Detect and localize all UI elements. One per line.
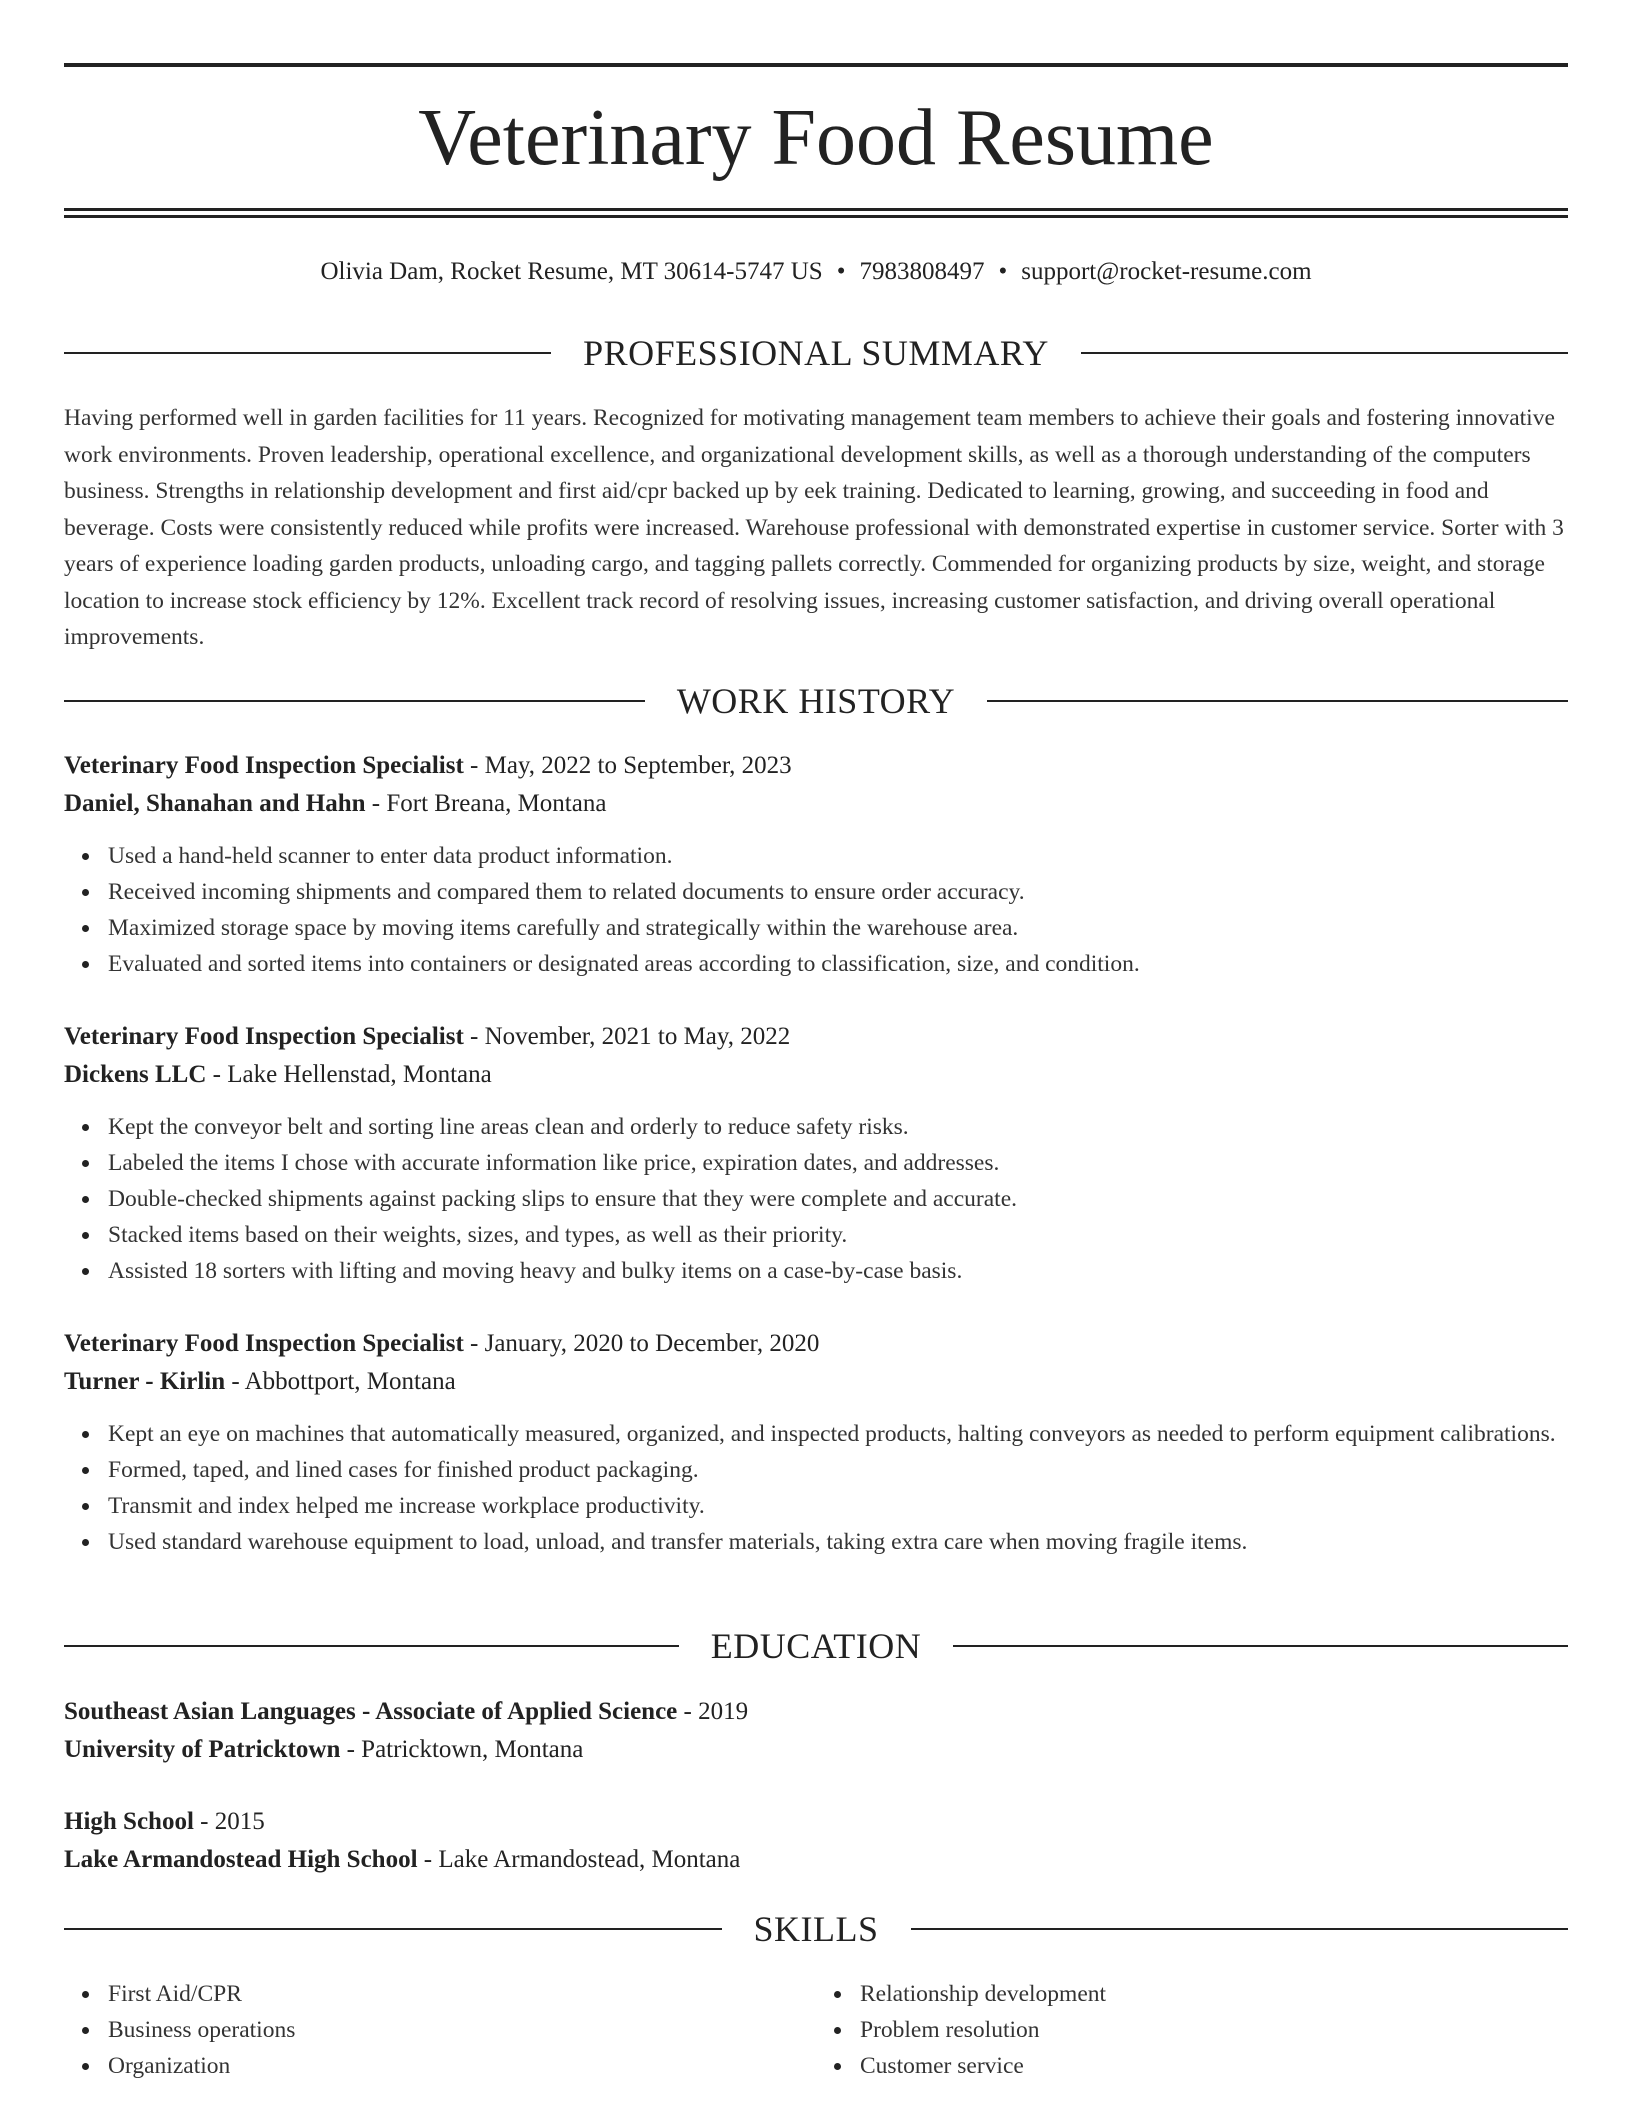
job-company-line bbox=[64, 1056, 1568, 1094]
section-rule bbox=[911, 1928, 1569, 1930]
contact-separator: • bbox=[998, 258, 1008, 285]
job-dates: - May, 2022 to September, 2023 bbox=[463, 752, 792, 779]
job-bullet: Formed, taped, and lined cases for finished product packaging. bbox=[108, 1452, 1568, 1488]
job-bullet: Assisted 18 sorters with lifting and moving heavy and bulky items on a case-by-case basis. bbox=[108, 1253, 1568, 1289]
skill-item: Relationship development bbox=[860, 1976, 1568, 2012]
job-bullet: Received incoming shipments and compared them to related documents to ensure order accuracy. bbox=[108, 874, 1568, 910]
job-entry bbox=[64, 1018, 1568, 1289]
section-rule bbox=[64, 700, 645, 702]
job-company: Dickens LLC bbox=[64, 1061, 207, 1088]
education-location: - Patricktown, Montana bbox=[340, 1736, 584, 1763]
education-degree: Southeast Asian Languages - Associate of Applied Science bbox=[64, 1698, 678, 1725]
education-year: - 2019 bbox=[677, 1698, 749, 1725]
contact-separator: • bbox=[836, 258, 846, 285]
education-school: Lake Armandostead High School bbox=[64, 1846, 418, 1873]
title-double-rule bbox=[64, 208, 1568, 218]
section-title: WORK HISTORY bbox=[676, 681, 956, 721]
contact-email: support@rocket-resume.com bbox=[1021, 258, 1312, 285]
section-title: EDUCATION bbox=[710, 1626, 922, 1666]
skills-list bbox=[64, 1976, 1568, 2084]
job-bullets bbox=[64, 1109, 1568, 1289]
job-bullet: Double-checked shipments against packing slips to ensure that they were complete and accurate. bbox=[108, 1181, 1568, 1217]
job-location: - Lake Hellenstad, Montana bbox=[206, 1061, 492, 1088]
job-bullet: Maximized storage space by moving items carefully and strategically within the warehouse area. bbox=[108, 910, 1568, 946]
section-rule bbox=[64, 352, 551, 354]
job-bullet: Stacked items based on their weights, sizes, and types, as well as their priority. bbox=[108, 1217, 1568, 1253]
education-year: - 2015 bbox=[193, 1808, 265, 1835]
education-degree-line bbox=[64, 1693, 1568, 1731]
job-title-line bbox=[64, 1325, 1568, 1363]
job-bullet: Evaluated and sorted items into containers or designated areas according to classification, size, and condition. bbox=[108, 946, 1568, 982]
job-bullet: Used a hand-held scanner to enter data product information. bbox=[108, 838, 1568, 874]
job-bullets bbox=[64, 838, 1568, 982]
section-rule bbox=[1081, 352, 1568, 354]
section-header-education bbox=[64, 1626, 1568, 1666]
job-dates: - November, 2021 to May, 2022 bbox=[463, 1023, 791, 1050]
contact-line bbox=[64, 254, 1568, 290]
skills-column-right bbox=[816, 1976, 1568, 2084]
skill-item: Customer service bbox=[860, 2048, 1568, 2084]
top-rule bbox=[64, 63, 1568, 67]
skill-item: Problem resolution bbox=[860, 2012, 1568, 2048]
resume-title: Veterinary Food Resume bbox=[418, 94, 1214, 182]
education-school: University of Patricktown bbox=[64, 1736, 341, 1763]
job-dates: - January, 2020 to December, 2020 bbox=[463, 1330, 820, 1357]
education-location: - Lake Armandostead, Montana bbox=[417, 1846, 741, 1873]
skill-item: Business operations bbox=[108, 2012, 816, 2048]
job-company-line bbox=[64, 785, 1568, 823]
job-bullet: Labeled the items I chose with accurate information like price, expiration dates, and addresses. bbox=[108, 1145, 1568, 1181]
section-header-summary bbox=[64, 333, 1568, 373]
contact-phone: 7983808497 bbox=[859, 258, 985, 285]
section-title: SKILLS bbox=[753, 1909, 879, 1949]
job-bullet: Kept an eye on machines that automatically measured, organized, and inspected products, halting conveyors as needed to perform equipment calibrations. bbox=[108, 1416, 1568, 1452]
section-rule bbox=[987, 700, 1568, 702]
section-header-skills bbox=[64, 1909, 1568, 1949]
skill-item: First Aid/CPR bbox=[108, 1976, 816, 2012]
job-company: Daniel, Shanahan and Hahn bbox=[64, 790, 366, 817]
education-school-line bbox=[64, 1841, 1568, 1879]
job-title: Veterinary Food Inspection Specialist bbox=[64, 1023, 464, 1050]
job-bullet: Kept the conveyor belt and sorting line areas clean and orderly to reduce safety risks. bbox=[108, 1109, 1568, 1145]
skill-item: Organization bbox=[108, 2048, 816, 2084]
job-bullet: Transmit and index helped me increase workplace productivity. bbox=[108, 1488, 1568, 1524]
job-company-line bbox=[64, 1363, 1568, 1401]
job-location: - Fort Breana, Montana bbox=[365, 790, 607, 817]
section-rule bbox=[64, 1645, 679, 1647]
job-title-line bbox=[64, 1018, 1568, 1056]
education-entry bbox=[64, 1693, 1568, 1769]
education-entry bbox=[64, 1803, 1568, 1879]
education-degree-line bbox=[64, 1803, 1568, 1841]
education-degree: High School bbox=[64, 1808, 194, 1835]
skills-column-left bbox=[64, 1976, 816, 2084]
job-title: Veterinary Food Inspection Specialist bbox=[64, 752, 464, 779]
contact-address: Olivia Dam, Rocket Resume, MT 30614-5747 US bbox=[320, 258, 823, 285]
education-school-line bbox=[64, 1731, 1568, 1769]
job-bullet: Used standard warehouse equipment to load, unload, and transfer materials, taking extra care when moving fragile items. bbox=[108, 1524, 1568, 1560]
job-bullets bbox=[64, 1416, 1568, 1560]
section-rule bbox=[64, 1928, 722, 1930]
job-entry bbox=[64, 1325, 1568, 1560]
section-title: PROFESSIONAL SUMMARY bbox=[583, 333, 1049, 373]
summary-text: Having performed well in garden facilities for 11 years. Recognized for motivating management team members to achieve their goals and fostering innovative work environments. Proven leadership, operational excellence, and organizational development skills, as well as a thorough understanding of the computers business. Strengths in relationship development and first aid/cpr backed up by eek training. Dedicated to learning, growing, and succeeding in food and beverage. Costs were consistently reduced while profits were increased. Warehouse professional with demonstrated expertise in customer service. Sorter with 3 years of experience loading garden products, unloading cargo, and tagging pallets correctly. Commended for organizing products by size, weight, and storage location to increase stock efficiency by 12%. Excellent track record of resolving issues, increasing customer satisfaction, and driving overall operational improvements. bbox=[64, 405, 1564, 650]
job-title-line bbox=[64, 747, 1568, 785]
section-rule bbox=[953, 1645, 1568, 1647]
job-location: - Abbottport, Montana bbox=[225, 1368, 456, 1395]
job-entry bbox=[64, 747, 1568, 982]
job-title: Veterinary Food Inspection Specialist bbox=[64, 1330, 464, 1357]
job-company: Turner - Kirlin bbox=[64, 1368, 226, 1395]
section-header-work-history bbox=[64, 681, 1568, 721]
